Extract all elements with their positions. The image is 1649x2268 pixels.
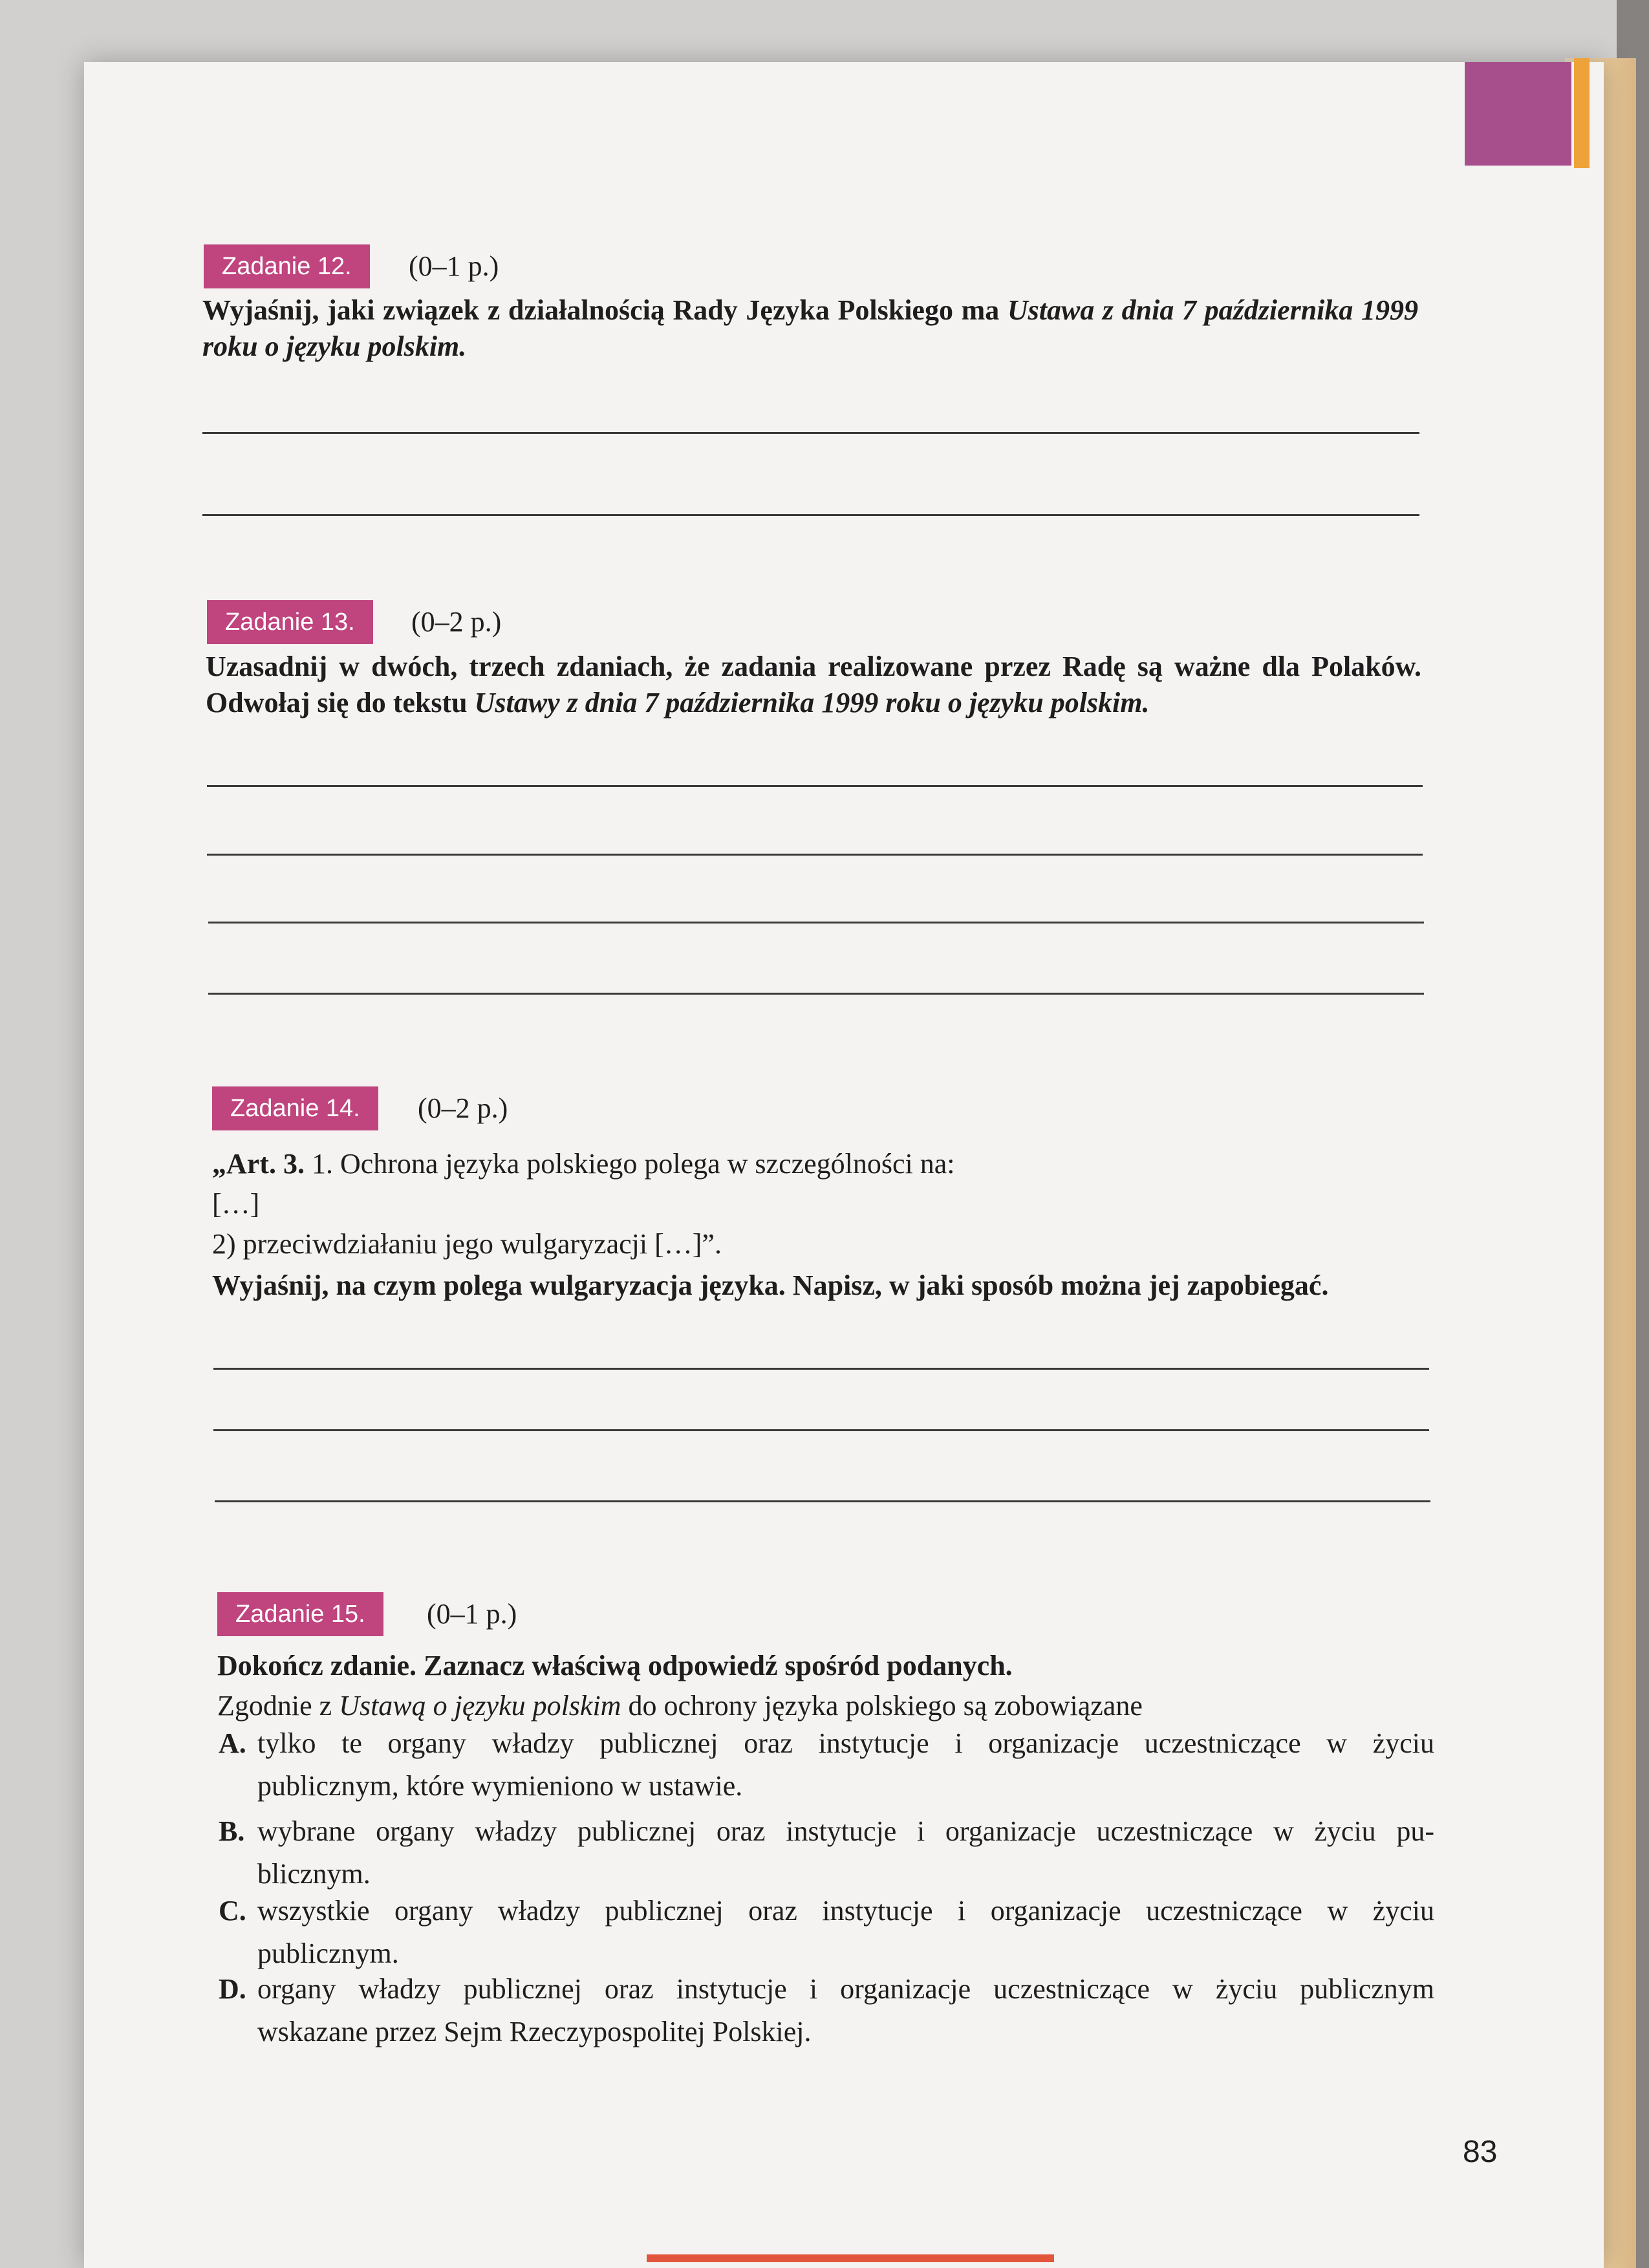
task-badge: Zadanie 12.: [204, 244, 370, 288]
answer-option-b[interactable]: [219, 1810, 1434, 1895]
quote-line-1: [212, 1146, 1428, 1182]
option-text-line: organy władzy publicznej oraz instytucje i organizacje uczestniczące w życiu publicznym: [257, 1973, 1434, 2005]
task-points: (0–2 p.): [418, 1092, 508, 1124]
task-points: (0–2 p.): [411, 606, 502, 638]
answer-line[interactable]: [202, 514, 1419, 516]
answer-option-a[interactable]: [219, 1722, 1434, 1808]
answer-line[interactable]: [208, 993, 1424, 995]
answer-option-d[interactable]: [219, 1968, 1434, 2053]
option-letter: B.: [219, 1815, 245, 1847]
answer-option-c[interactable]: [219, 1890, 1434, 1975]
stem-law-title: Ustawą o języku polskim: [339, 1690, 621, 1722]
option-letter: C.: [219, 1895, 246, 1927]
prompt-law-title: Ustawa z dnia 7 października 1999 roku o języku polskim.: [202, 294, 1419, 362]
task-prompt: [202, 292, 1418, 365]
page-edge-marker: [1574, 58, 1590, 168]
page-number: 83: [1463, 2135, 1498, 2169]
answer-line[interactable]: [207, 854, 1423, 856]
option-text-line: publicznym.: [257, 1938, 399, 1969]
quote-article: „Art. 3.: [212, 1148, 305, 1180]
bottom-marker: [647, 2254, 1054, 2262]
stem-text: Zgodnie z: [217, 1690, 339, 1722]
task-badge: Zadanie 15.: [217, 1592, 383, 1636]
task-points: (0–1 p.): [409, 250, 499, 282]
quote-line-2: […]: [212, 1188, 260, 1220]
question-stem: [217, 1688, 1446, 1724]
stem-text: do ochrony języka polskiego są zobowiązane: [621, 1690, 1143, 1722]
answer-line[interactable]: [213, 1429, 1429, 1431]
option-letter: A.: [219, 1727, 246, 1759]
prompt-text: Wyjaśnij, jaki związek z działalnością Rady Języka Polskiego ma: [202, 294, 1008, 326]
task-points: (0–1 p.): [427, 1598, 517, 1630]
task-badge: Zadanie 14.: [212, 1086, 378, 1130]
quote-text: 1. Ochrona języka polskiego polega w szczególności na:: [304, 1148, 955, 1180]
option-text-line: publicznym, które wymieniono w ustawie.: [257, 1770, 743, 1802]
quote-line-3: 2) przeciwdziałaniu jego wulgaryzacji […]”.: [212, 1228, 722, 1260]
chapter-tab: [1465, 62, 1571, 166]
task-prompt: [206, 649, 1421, 721]
option-text-line: tylko te organy władzy publicznej oraz instytucje i organizacje uczestniczące w życiu: [257, 1727, 1434, 1759]
task-prompt: Wyjaśnij, na czym polega wulgaryzacja języka. Napisz, w jaki sposób można jej zapobiegać.: [212, 1269, 1329, 1301]
answer-line[interactable]: [213, 1368, 1429, 1370]
prompt-text: Uzasadnij w dwóch, trzech zdaniach, że zadania realizowane przez Radę są ważne dla Polaków. Odwołaj się do tekstu: [206, 651, 1421, 718]
option-text-line: wskazane przez Sejm Rzeczypospolitej Polskiej.: [257, 2016, 812, 2047]
task-badge: Zadanie 13.: [207, 600, 373, 644]
answer-line[interactable]: [208, 922, 1424, 923]
option-text-line: blicznym.: [257, 1858, 371, 1890]
option-letter: D.: [219, 1973, 246, 2005]
option-text-line: wybrane organy władzy publicznej oraz instytucje i organizacje uczestniczące w życiu pu-: [257, 1815, 1434, 1847]
option-text-line: wszystkie organy władzy publicznej oraz instytucje i organizacje uczestniczące w życiu: [257, 1895, 1434, 1927]
answer-line[interactable]: [215, 1500, 1430, 1502]
prompt-law-title: Ustawy z dnia 7 października 1999 roku o języku polskim.: [474, 687, 1150, 718]
task-prompt: Dokończ zdanie. Zaznacz właściwą odpowiedź spośród podanych.: [217, 1650, 1013, 1681]
answer-line[interactable]: [207, 785, 1423, 787]
answer-line[interactable]: [202, 432, 1419, 434]
